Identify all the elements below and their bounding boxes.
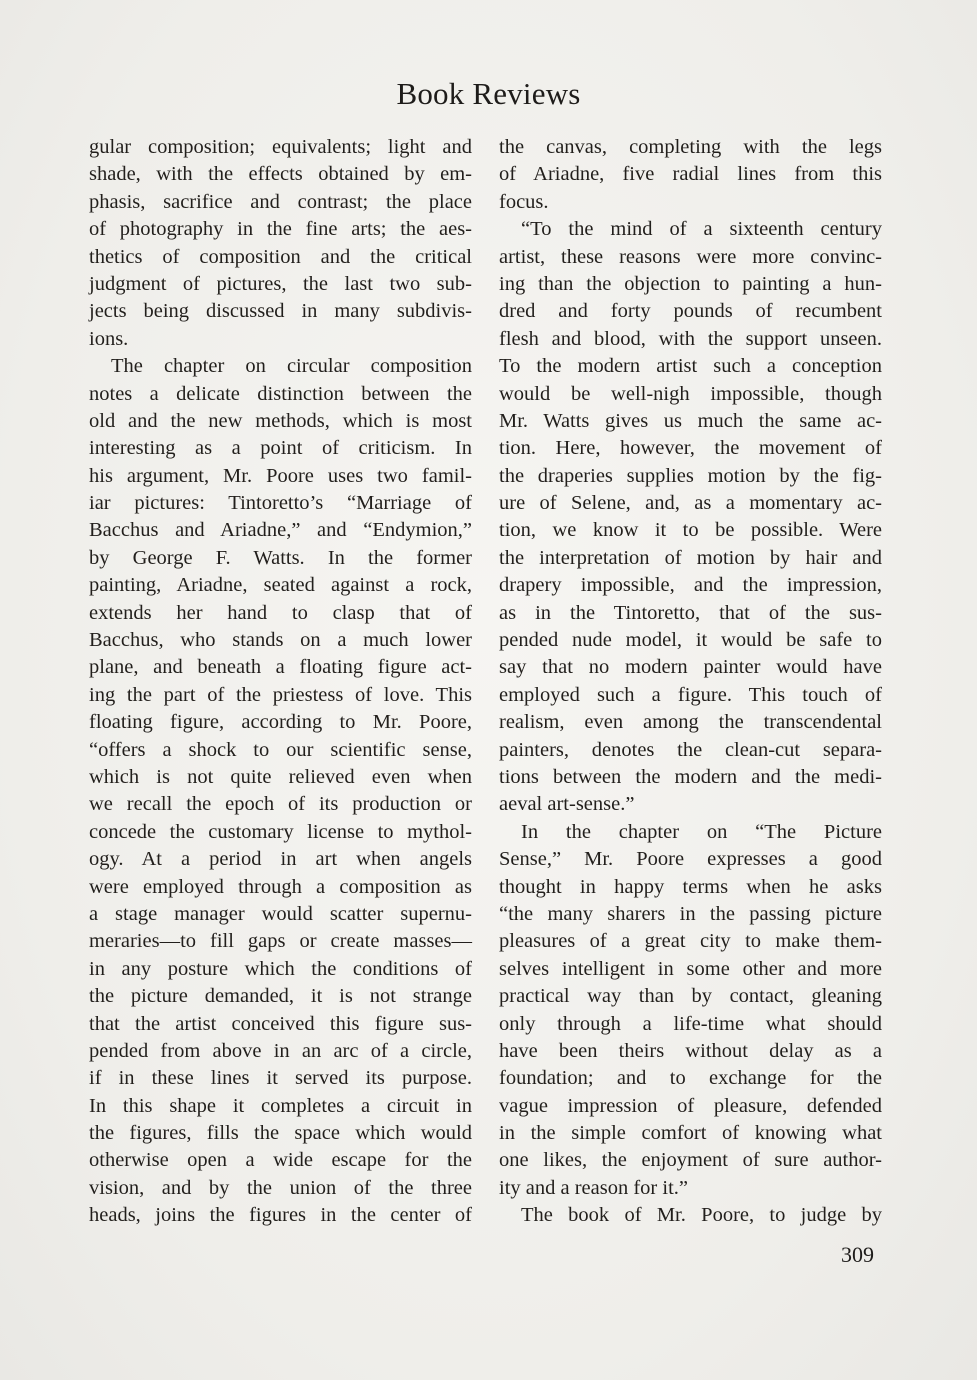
text-line: iar pictures: Tintoretto’s “Marriage of [89,492,472,515]
text-line: notes a delicate distinction between the [89,382,472,405]
text-line: the draperies supplies motion by the fig- [499,464,882,487]
text-line: the picture demanded, it is not strange [89,985,472,1008]
text-line: tion, we know it to be possible. Were [499,519,882,542]
text-line: employed such a figure. This touch of [499,683,882,706]
text-line: thought in happy terms when he asks [499,875,882,898]
text-line: painters, denotes the clean-cut separa- [499,738,882,761]
text-line: phasis, sacrifice and contrast; the place [89,190,472,213]
text-line: Bacchus, who stands on a much lower [89,629,472,652]
text-line: ity and a reason for it.” [499,1176,688,1199]
text-line: ogy. At a period in art when angels [89,848,472,871]
text-line: The book of Mr. Poore, to judge by [521,1204,882,1227]
text-line: the interpretation of motion by hair and [499,546,882,569]
text-line: we recall the epoch of its production or [89,793,472,816]
text-line: vague impression of pleasure, defended [499,1094,882,1117]
text-line: were employed through a composition as [89,875,472,898]
text-line: jects being discussed in many subdivis- [89,300,472,323]
text-line: have been theirs without delay as a [499,1039,882,1062]
text-line: one likes, the enjoyment of sure author- [499,1149,882,1172]
text-line: shade, with the effects obtained by em- [89,163,472,186]
text-line: aeval art-sense.” [499,793,635,816]
text-line: foundation; and to exchange for the [499,1067,882,1090]
text-line: floating figure, according to Mr. Poore, [89,711,472,734]
running-head: Book Reviews [396,76,581,111]
text-line: as in the Tintoretto, that of the sus- [499,601,882,624]
text-line: of photography in the fine arts; the aes- [89,218,472,241]
text-line: his argument, Mr. Poore uses two famil- [89,464,472,487]
text-line: focus. [499,190,549,213]
text-line: pended from above in an arc of a circle, [89,1039,472,1062]
text-line: that the artist conceived this figure sus- [89,1012,472,1035]
text-line: The chapter on circular composition [111,355,472,378]
text-line: judgment of pictures, the last two sub- [89,272,472,295]
text-line: the canvas, completing with the legs [499,136,882,158]
text-line: in any posture which the conditions of [89,957,472,980]
text-line: In this shape it completes a circuit in [89,1094,472,1117]
text-line: by George F. Watts. In the former [89,546,472,569]
text-line: pleasures of a great city to make them- [499,930,882,953]
text-line: of Ariadne, five radial lines from this [499,163,882,186]
text-line: pended nude model, it would be safe to [499,629,882,652]
text-line: extends her hand to clasp that of [89,601,472,624]
text-line: Sense,” Mr. Poore expresses a good [499,848,882,871]
text-line: ure of Selene, and, as a momentary ac- [499,492,882,515]
text-line: tions between the modern and the medi- [499,765,882,788]
text-line: a stage manager would scatter supernu- [89,902,472,925]
text-line: concede the customary license to mythol- [89,820,472,843]
text-line: selves intelligent in some other and more [499,957,882,980]
text-line: painting, Ariadne, seated against a rock, [89,574,472,597]
text-line: realism, even among the transcendental [499,711,882,734]
text-line: gular composition; equivalents; light and [89,136,472,158]
text-line: would be well-nigh impossible, though [499,382,882,405]
text-line: drapery impossible, and the impression, [499,574,882,597]
text-line: in the simple comfort of knowing what [499,1122,882,1145]
text-line: “To the mind of a sixteenth century [521,218,882,241]
text-line: practical way than by contact, gleaning [499,985,882,1008]
text-line: say that no modern painter would have [499,656,882,679]
page-number: 309 [841,1242,874,1267]
text-line: In the chapter on “The Picture [521,820,882,843]
text-line: meraries—to fill gaps or create masses— [89,930,472,953]
text-line: plane, and beneath a floating figure act- [89,656,472,679]
text-line: To the modern artist such a conception [499,355,882,378]
left-column [89,134,472,1230]
text-line: flesh and blood, with the support unseen. [499,327,882,350]
text-line: thetics of composition and the critical [89,245,472,268]
text-line: Mr. Watts gives us much the same ac- [499,409,882,432]
text-line: vision, and by the union of the three [89,1176,472,1199]
text-line: if in these lines it served its purpose. [89,1067,472,1090]
text-line: otherwise open a wide escape for the [89,1149,472,1172]
text-line: only through a life-time what should [499,1012,882,1035]
text-line: heads, joins the figures in the center of [89,1204,472,1227]
text-line: dred and forty pounds of recumbent [499,300,882,323]
text-line: ing the part of the priestess of love. This [89,683,472,706]
text-line: old and the new methods, which is most [89,409,472,432]
text-line: interesting as a point of criticism. In [89,437,472,460]
text-line: Bacchus and Ariadne,” and “Endymion,” [89,519,472,542]
text-line: ing than the objection to painting a hun- [499,272,882,295]
text-line: “offers a shock to our scientific sense, [89,738,472,761]
text-line: which is not quite relieved even when [89,765,472,788]
text-line: tion. Here, however, the movement of [499,437,882,460]
text-line: the figures, fills the space which would [89,1122,472,1145]
text-line: ions. [89,327,129,350]
right-column [499,134,882,1230]
text-line: artist, these reasons were more convinc- [499,245,882,268]
text-line: “the many sharers in the passing picture [499,902,882,925]
